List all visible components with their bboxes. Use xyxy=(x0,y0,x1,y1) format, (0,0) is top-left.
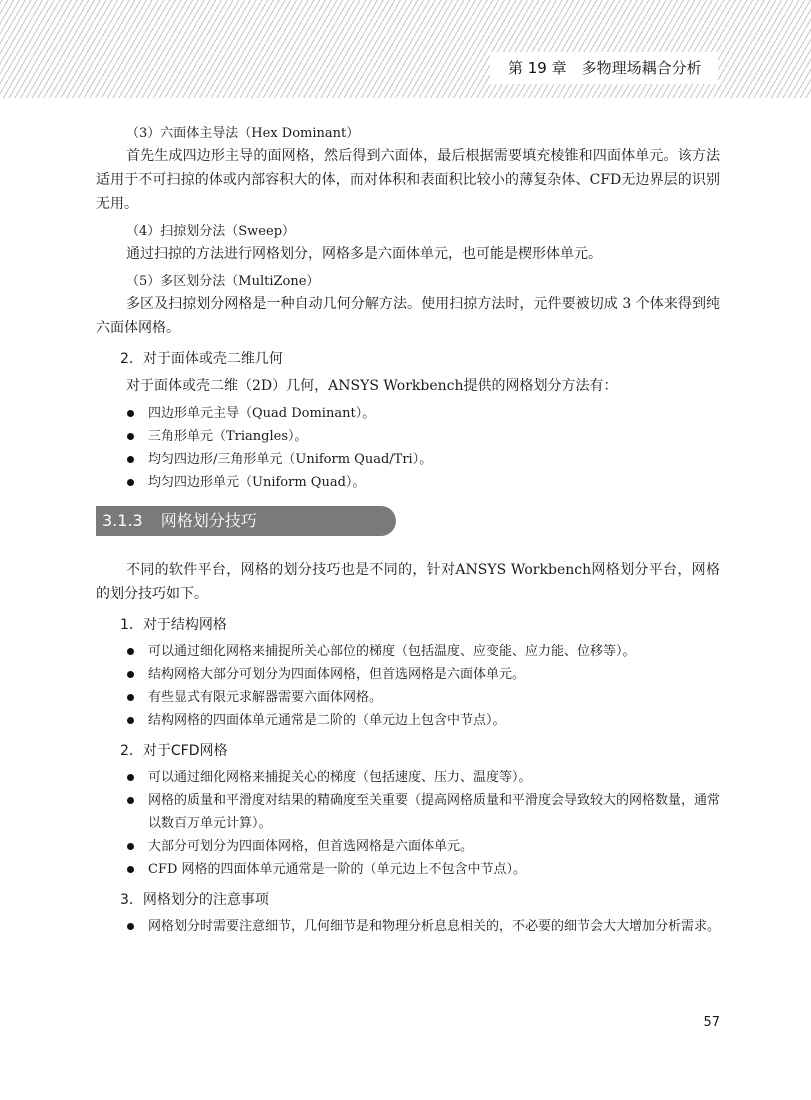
cfd-list xyxy=(96,766,720,881)
surface-geometry-heading: 2．对于面体或壳二维几何 xyxy=(120,351,283,367)
list-item: 四边形单元主导（Quad Dominant）。 xyxy=(96,402,720,425)
list-item: 均匀四边形单元（Uniform Quad）。 xyxy=(96,471,720,494)
list-item: 可以通过细化网格来捕捉关心的梯度（包括速度、压力、温度等）。 xyxy=(96,766,720,789)
bullet-icon xyxy=(127,774,134,781)
page-number: 57 xyxy=(703,1015,720,1030)
structure-list xyxy=(96,640,720,732)
surface-method-list xyxy=(96,402,720,494)
bullet-icon xyxy=(127,923,134,930)
hex-dominant-label: （3）六面体主导法（Hex Dominant） xyxy=(126,126,360,141)
bullet-icon xyxy=(127,479,134,486)
bullet-icon xyxy=(127,866,134,873)
bullet-icon xyxy=(127,456,134,463)
multizone-paragraph: 多区及扫掠划分网格是一种自动几何分解方法。使用扫掠方法时，元件要被切成 3 个体来得到纯六面体网格。 xyxy=(96,296,720,336)
list-item: 三角形单元（Triangles）。 xyxy=(96,425,720,448)
list-item: 结构网格的四面体单元通常是二阶的（单元边上包含中节点）。 xyxy=(96,709,720,732)
notes-list xyxy=(96,915,720,938)
notes-heading: 3．网格划分的注意事项 xyxy=(120,892,269,908)
bullet-icon xyxy=(127,717,134,724)
structure-heading: 1．对于结构网格 xyxy=(120,617,227,633)
cfd-heading: 2．对于CFD网格 xyxy=(120,743,228,759)
bullet-icon xyxy=(127,433,134,440)
bullet-icon xyxy=(127,843,134,850)
list-item: CFD 网格的四面体单元通常是一阶的（单元边上不包含中节点）。 xyxy=(96,858,720,881)
chapter-title: 第 19 章 多物理场耦合分析 xyxy=(490,52,718,84)
hex-dominant-paragraph: 首先生成四边形主导的面网格，然后得到六面体，最后根据需要填充棱锥和四面体单元。该方法适用于不可扫掠的体或内部容积大的体，而对体积和表面积比较小的薄复杂体、CFD无边界层的识别无用。 xyxy=(96,148,720,212)
list-item: 网格的质量和平滑度对结果的精确度至关重要（提高网格质量和平滑度会导致较大的网格数量，通常以数百万单元计算）。 xyxy=(96,789,720,835)
bullet-icon xyxy=(127,671,134,678)
list-item: 结构网格大部分可划分为四面体网格，但首选网格是六面体单元。 xyxy=(96,663,720,686)
bullet-icon xyxy=(127,694,134,701)
page-body xyxy=(96,118,720,938)
multizone-label: （5）多区划分法（MultiZone） xyxy=(126,274,320,289)
section-number: 3.1.3 xyxy=(102,511,143,530)
list-item: 可以通过细化网格来捕捉所关心部位的梯度（包括温度、应变能、应力能、位移等）。 xyxy=(96,640,720,663)
section-title: 网格划分技巧 xyxy=(160,511,257,530)
list-item: 有些显式有限元求解器需要六面体网格。 xyxy=(96,686,720,709)
bullet-icon xyxy=(127,648,134,655)
section-intro: 不同的软件平台，网格的划分技巧也是不同的，针对ANSYS Workbench网格划分平台，网格的划分技巧如下。 xyxy=(96,562,720,602)
bullet-icon xyxy=(127,410,134,417)
section-heading-bar xyxy=(96,506,396,536)
list-item: 大部分可划分为四面体网格，但首选网格是六面体单元。 xyxy=(96,835,720,858)
list-item: 均匀四边形/三角形单元（Uniform Quad/Tri）。 xyxy=(96,448,720,471)
bullet-icon xyxy=(127,797,134,804)
list-item: 网格划分时需要注意细节，几何细节是和物理分析息息相关的，不必要的细节会大大增加分析需求。 xyxy=(96,915,720,938)
surface-geometry-intro: 对于面体或壳二维（2D）几何，ANSYS Workbench提供的网格划分方法有： xyxy=(126,378,618,394)
sweep-paragraph: 通过扫掠的方法进行网格划分，网格多是六面体单元，也可能是楔形体单元。 xyxy=(126,246,602,262)
sweep-label: （4）扫掠划分法（Sweep） xyxy=(126,224,296,239)
